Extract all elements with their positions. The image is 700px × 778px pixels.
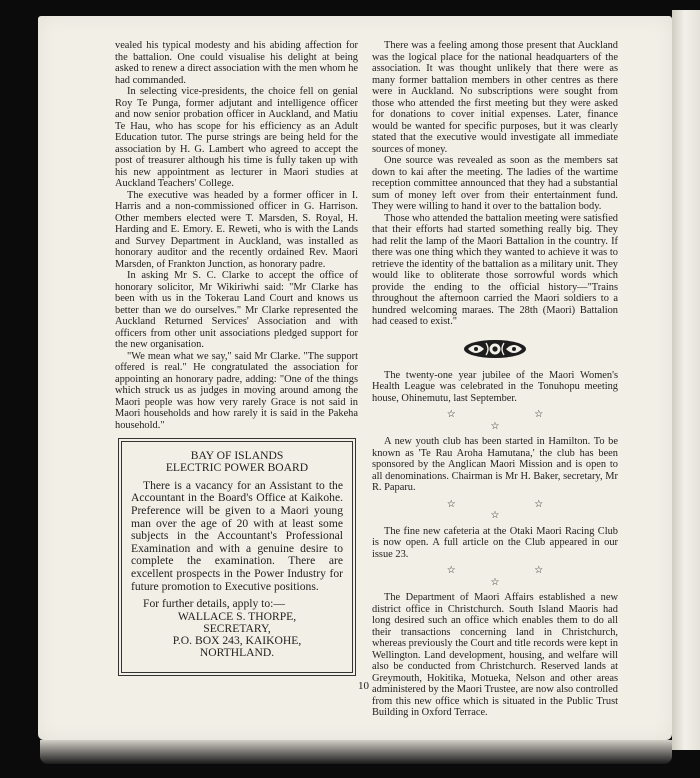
star-separator: ☆ ☆ ☆	[446, 565, 582, 588]
news-item: The twenty-one year jubilee of the Maori Women's Health League was celebrated in the Tonuhopu meeting house, Ohinemutu, last September.	[372, 369, 618, 404]
advertisement-body: There is a vacancy for an Assistant to the Accountant in the Board's Office at Kaikohe. Preference will be given to a Maori young man over the age of 20 with at least some subjects in the Accountant's Professional Examination and with a genuine desire to complete the examination. There are excellent prospects in the Power Industry for future promotion to Executive positions.	[131, 478, 343, 593]
right-paragraph: One source was revealed as soon as the members sat down to kai after the meeting. The ladies of the wartime reception committee announced that they had a substantial sum of money left over from their entertainment fund. They were willing to hand it over to the battalion body.	[372, 155, 618, 212]
news-item: The Department of Maori Affairs established a new district office in Christchurch. South Island Maoris had long desired such an office which enables them to do all their transactions concerning land in Christchurch, whereas previously the Court and title records were kept in Wellington. Land development, housing, and welfare will also be conducted from Christchurch. Reserved lands at Greymouth, Hokitika, Motueka, Nelson and other areas administered by the Maori Trustee, are now also controlled from this new office which is situated in the Public Trust Building in Oxford Terrace.	[372, 592, 618, 718]
advertisement-contact	[131, 611, 343, 660]
left-paragraph: The executive was headed by a former officer in I. Harris and a non-commissioned officer in G. Harrison. Other members elected were T. Marsden, S. Royal, H. Harding and E. Emory. E. Reweti, who is with the Lands and Survey Department in Auckland, was installed as honorary auditor and the recently ordained Rev. Maori Marsden, of Frankton Junction, as honorary padre.	[115, 189, 358, 270]
star-separator: ☆ ☆ ☆	[446, 498, 582, 521]
left-column	[115, 40, 358, 431]
ad-title-line: BAY OF ISLANDS	[190, 449, 284, 462]
page-number: 10	[358, 680, 369, 692]
left-paragraph: "We mean what we say," said Mr Clarke. "The support offered is real." He congratulated the association for appointing an honorary padre, adding: "One of the things which struck us as judges in moving around among the Maori people was how very rarely Grace is not said in Maori households and how rarely it is said in the Pakeha household."	[115, 350, 358, 431]
star-separator: ☆ ☆ ☆	[446, 409, 582, 432]
news-item: The fine new cafeteria at the Otaki Maori Racing Club is now open. A full article on the Club appeared in our issue 23.	[372, 525, 618, 560]
left-paragraph: vealed his typical modesty and his abiding affection for the battalion. One could visualise his delight at being asked to renew a direct association with the men whom he had commanded.	[115, 40, 358, 86]
contact-address: P.O. BOX 243, KAIKOHE,	[172, 634, 302, 648]
contact-title: SECRETARY,	[203, 621, 271, 635]
contact-name: WALLACE S. THORPE,	[177, 609, 297, 623]
adjacent-page-edge	[672, 10, 700, 750]
left-paragraph: In asking Mr S. C. Clarke to accept the office of honorary solicitor, Mr Wikiriwhi said: "Mr Clarke has been with us in the Tokerau Land Court and knows us better than we do ourselves." Mr Clarke represented the Auckland Returned Services' Association and with officers from other unit associations pledged support for the new organisation.	[115, 270, 358, 350]
page-bottom-shadow	[40, 740, 672, 764]
advertisement-inner-frame	[121, 441, 353, 673]
maori-ornament-icon	[462, 338, 528, 360]
right-paragraph: There was a feeling among those present that Auckland was the logical place for the national headquarters of the association. It was thought unlikely that there were as many former battalion members in other centres as there were in Auckland. No subscriptions were sought from those who attended the first meeting but they were asked for donations to cover initial expenses. Later, finance would be wanted for specific purposes, but it was clearly stated that the executive would investigate all immediate sources of money.	[372, 40, 618, 155]
job-advertisement	[118, 438, 356, 676]
advertisement-apply-line: For further details, apply to:—	[143, 597, 285, 611]
ad-title-line: ELECTRIC POWER BOARD	[165, 461, 309, 475]
news-item: A new youth club has been started in Hamilton. To be known as 'Te Rau Aroha Hamutana,' the club has been sponsored by the Anglican Maori Mission and is open to all denominations. Chairman is Mr H. Baker, secretary, Mr R. Paparu.	[372, 436, 618, 493]
contact-region: NORTHLAND.	[199, 646, 275, 660]
right-column	[372, 40, 618, 719]
right-paragraph: Those who attended the battalion meeting were satisfied that their efforts had started something really big. They had relit the lamp of the Maori Battalion in the country. If there was one thing which they wanted to achieve it was to retrieve the identity of the battalion as a military unit. They would like to obliterate those sorrowful words which provide the ending to the official history—"Trains throughout the afternoon carried the Maori soldiers to a hundred welcoming maraes. The 28th (Maori) Battalion had ceased to exist."	[372, 212, 619, 327]
advertisement-title	[131, 450, 343, 475]
left-paragraph: In selecting vice-presidents, the choice fell on genial Roy Te Punga, former adjutant and intelligence officer and now senior probation officer in Auckland, and Matiu Te Hau, who has scope for his efficiency as an Adult Education tutor. The purse strings are being held for the association by H. G. Lambert who agreed to accept the post of treasurer although his time is fully taken up with his new appointment as lecturer in Maori studies at Auckland Teachers' College.	[115, 86, 358, 189]
